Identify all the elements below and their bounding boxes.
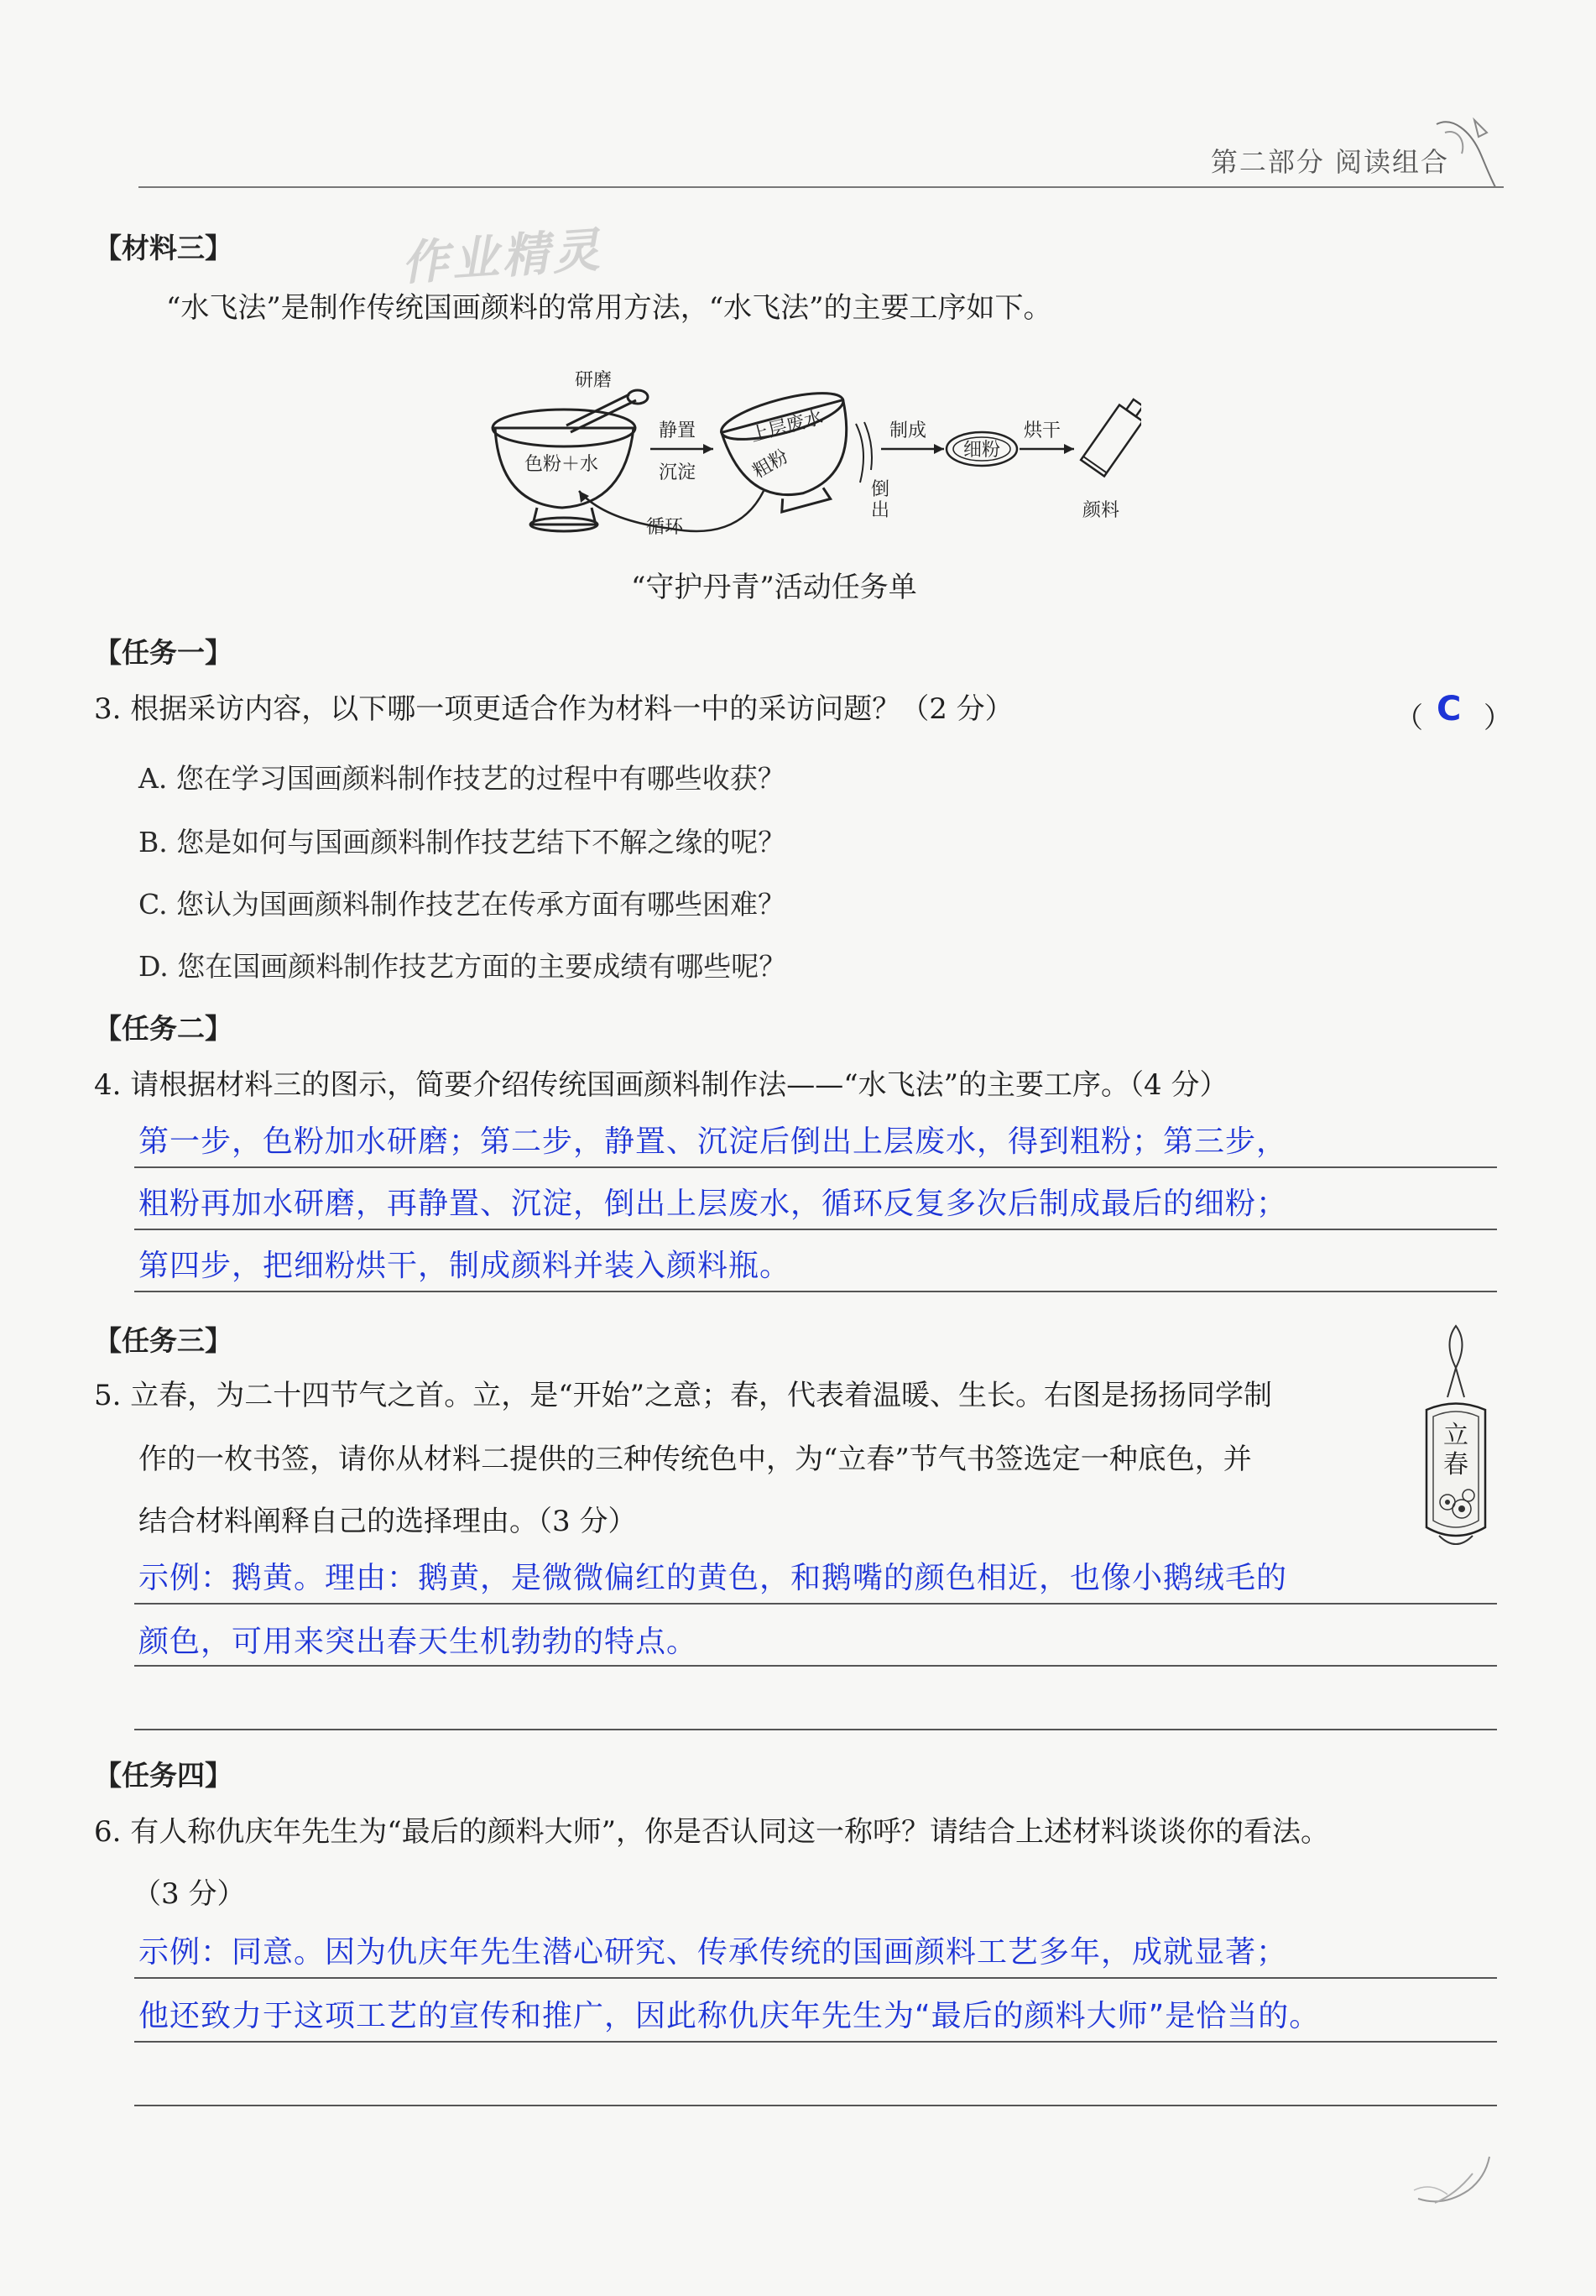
material3-intro: “水飞法”是制作传统国画颜料的常用方法，“水飞法”的主要工序如下。 bbox=[166, 291, 1052, 325]
answer-rule bbox=[134, 2041, 1497, 2043]
answer-rule bbox=[134, 1603, 1497, 1605]
label-settle-bottom: 沉淀 bbox=[659, 462, 696, 483]
material3-title: 【材料三】 bbox=[94, 232, 232, 264]
answer-rule bbox=[134, 1665, 1497, 1667]
label-cycle: 循环 bbox=[646, 517, 684, 538]
option-d: D. 您在国画颜料制作技艺方面的主要成绩有哪些呢？ bbox=[138, 950, 787, 983]
option-b: B. 您是如何与国画颜料制作技艺结下不解之缘的呢？ bbox=[138, 826, 786, 858]
label-dry: 烘干 bbox=[1024, 420, 1061, 441]
header-ornament-icon bbox=[1428, 107, 1504, 191]
bookmark-illustration bbox=[1410, 1318, 1502, 1561]
option-c: C. 您认为国画颜料制作技艺在传承方面有哪些困难？ bbox=[138, 888, 786, 921]
task4-answer-line-2: 他还致力于这项工艺的宣传和推广，因此称仇庆年先生为“最后的颜料大师”是恰当的。 bbox=[138, 1999, 1321, 2033]
task3-title: 【任务三】 bbox=[94, 1324, 232, 1357]
task4-question-line-1: 6. 有人称仇庆年先生为“最后的颜料大师”，你是否认同这一称呼？请结合上述材料谈谈你的看法。 bbox=[94, 1815, 1330, 1849]
task1-question: 3. 根据采访内容，以下哪一项更适合作为材料一中的采访问题？（2 分） bbox=[94, 692, 1014, 726]
task1-answer: C bbox=[1437, 690, 1462, 728]
task-sheet-title: “守护丹青”活动任务单 bbox=[631, 571, 917, 604]
bookmark-char-1: 立 bbox=[1443, 1421, 1468, 1450]
bookmark-char-2: 春 bbox=[1443, 1450, 1468, 1479]
answer-rule bbox=[134, 1291, 1497, 1292]
task1-title: 【任务一】 bbox=[94, 636, 232, 669]
task4-title: 【任务四】 bbox=[94, 1759, 232, 1792]
answer-rule bbox=[134, 1229, 1497, 1230]
label-pour-2: 出 bbox=[871, 500, 890, 521]
label-make: 制成 bbox=[889, 420, 927, 441]
task2-answer-line-3: 第四步，把细粉烘干，制成颜料并装入颜料瓶。 bbox=[138, 1249, 791, 1283]
task3-answer-line-1: 示例：鹅黄。理由：鹅黄，是微微偏红的黄色，和鹅嘴的颜色相近，也像小鹅绒毛的 bbox=[138, 1561, 1288, 1595]
task4-question-line-2: （3 分） bbox=[133, 1877, 246, 1911]
answer-rule bbox=[134, 2105, 1497, 2106]
process-diagram bbox=[487, 357, 1141, 541]
paint-tube-icon bbox=[1081, 394, 1141, 476]
answer-rule bbox=[134, 1166, 1497, 1168]
header-rule bbox=[138, 186, 1504, 188]
label-waste-water: 上层废水 bbox=[748, 407, 826, 447]
label-pigment: 颜料 bbox=[1082, 500, 1120, 521]
task2-answer-line-1: 第一步，色粉加水研磨；第二步，静置、沉淀后倒出上层废水，得到粗粉；第三步， bbox=[138, 1125, 1288, 1159]
task3-answer-line-2: 颜色，可用来突出春天生机勃勃的特点。 bbox=[138, 1625, 698, 1659]
task2-title: 【任务二】 bbox=[94, 1012, 232, 1045]
task2-question: 4. 请根据材料三的图示，简要介绍传统国画颜料制作法——“水飞法”的主要工序。（4 分） bbox=[94, 1068, 1228, 1102]
answer-paren-close: ） bbox=[1484, 702, 1512, 735]
task4-answer-line-1: 示例：同意。因为仇庆年先生潜心研究、传承传统的国画颜料工艺多年，成就显著； bbox=[138, 1935, 1288, 1970]
label-fine: 细粉 bbox=[963, 440, 1001, 461]
task3-question-line-2: 作的一枚书签，请你从材料二提供的三种传统色中，为“立春”节气书签选定一种底色，并 bbox=[138, 1443, 1252, 1476]
tilted-bowl-icon bbox=[717, 384, 868, 521]
answer-rule bbox=[134, 1977, 1497, 1979]
footer-ornament-icon bbox=[1410, 2148, 1502, 2215]
label-pour-1: 倒 bbox=[871, 479, 890, 500]
watermark: 作业精灵 bbox=[399, 222, 605, 292]
page-header: 第二部分 阅读组合 bbox=[1210, 146, 1449, 178]
label-powder-water: 色粉＋水 bbox=[524, 454, 599, 475]
task2-answer-line-2: 粗粉再加水研磨，再静置、沉淀，倒出上层废水，循环反复多次后制成最后的细粉； bbox=[138, 1187, 1288, 1221]
task3-question-line-3: 结合材料阐释自己的选择理由。（3 分） bbox=[138, 1505, 637, 1538]
label-grind: 研磨 bbox=[575, 370, 613, 391]
answer-paren-open: （ bbox=[1395, 702, 1423, 735]
answer-rule bbox=[134, 1729, 1497, 1730]
label-coarse: 粗粉 bbox=[749, 446, 792, 483]
task3-question-line-1: 5. 立春，为二十四节气之首。立，是“开始”之意；春，代表着温暖、生长。右图是扬扬同学制 bbox=[94, 1379, 1273, 1412]
option-a: A. 您在学习国画颜料制作技艺的过程中有哪些收获？ bbox=[138, 762, 785, 795]
label-settle-top: 静置 bbox=[659, 420, 696, 441]
